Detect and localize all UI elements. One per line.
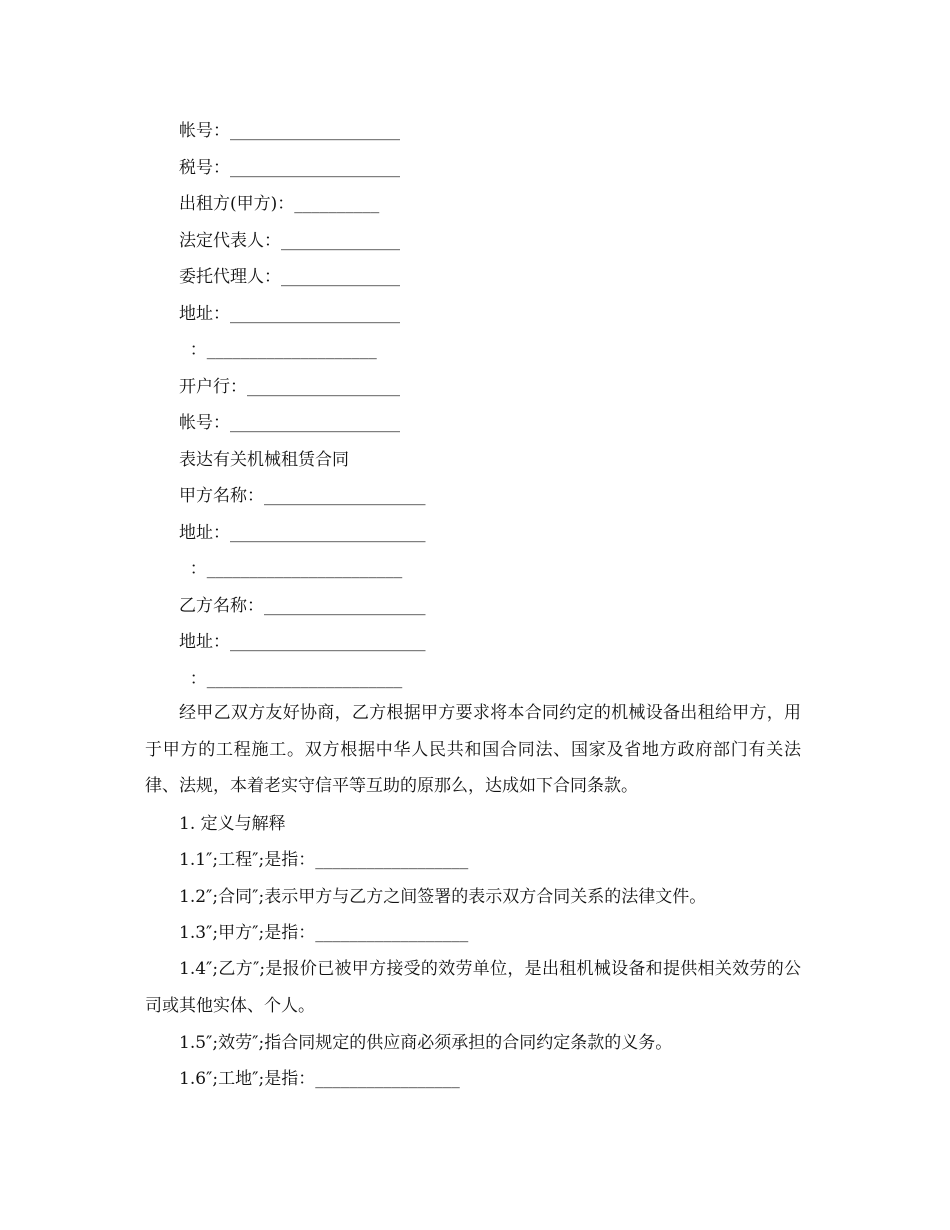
definition-item: 1.6″;工地″;是指：_________________ (179, 1069, 460, 1089)
authorized-agent-line: 委托代理人：______________ (179, 267, 400, 287)
definition-item: 1.5″;效劳″;指合同规定的供应商必须承担的合同约定条款的义务。 (179, 1033, 673, 1053)
definition-item: 1.4″;乙方″;是报价已被甲方接受的效劳单位，是出租机械设备和提供相关效劳的公司或其他实体、个人。 (145, 959, 801, 1016)
section-heading: 1. 定义与解释 (179, 814, 286, 834)
definition-item: 1.2″;合同″;表示甲方与乙方之间签署的表示双方合同关系的法律文件。 (179, 887, 707, 907)
intro-paragraph: 经甲乙双方友好协商，乙方根据甲方要求将本合同约定的机械设备出租给甲方，用于甲方的工程施工。双方根据中华人民共和国合同法、国家及省地方政府部门有关法律、法规，本着老实守信平等互助的原那么，达成如下合同条款。 (145, 703, 801, 796)
tax-number-line: 税号：____________________ (179, 158, 400, 178)
account-number-line-2: 帐号：____________________ (179, 413, 400, 433)
party-a-name-line: 甲方名称：___________________ (179, 486, 426, 506)
party-a-extra-line: ：_______________________ (179, 559, 403, 579)
account-number-line: 帐号：____________________ (179, 121, 400, 141)
bank-line: 开户行：__________________ (179, 377, 400, 397)
address-line: 地址：____________________ (179, 304, 400, 324)
party-b-extra-line: ：_______________________ (179, 669, 403, 689)
contract-title: 表达有关机械租赁合同 (179, 450, 349, 470)
definition-item: 1.1″;工程″;是指：__________________ (179, 850, 469, 870)
legal-representative-line: 法定代表人：______________ (179, 231, 400, 251)
definition-item: 1.3″;甲方″;是指：__________________ (179, 923, 469, 943)
party-b-address-line: 地址：_______________________ (179, 632, 426, 652)
party-a-address-line: 地址：_______________________ (179, 523, 426, 543)
party-b-name-line: 乙方名称：___________________ (179, 596, 426, 616)
lessor-line: 出租方(甲方)：__________ (179, 194, 380, 214)
unlabeled-field-line: ：____________________ (179, 340, 377, 360)
